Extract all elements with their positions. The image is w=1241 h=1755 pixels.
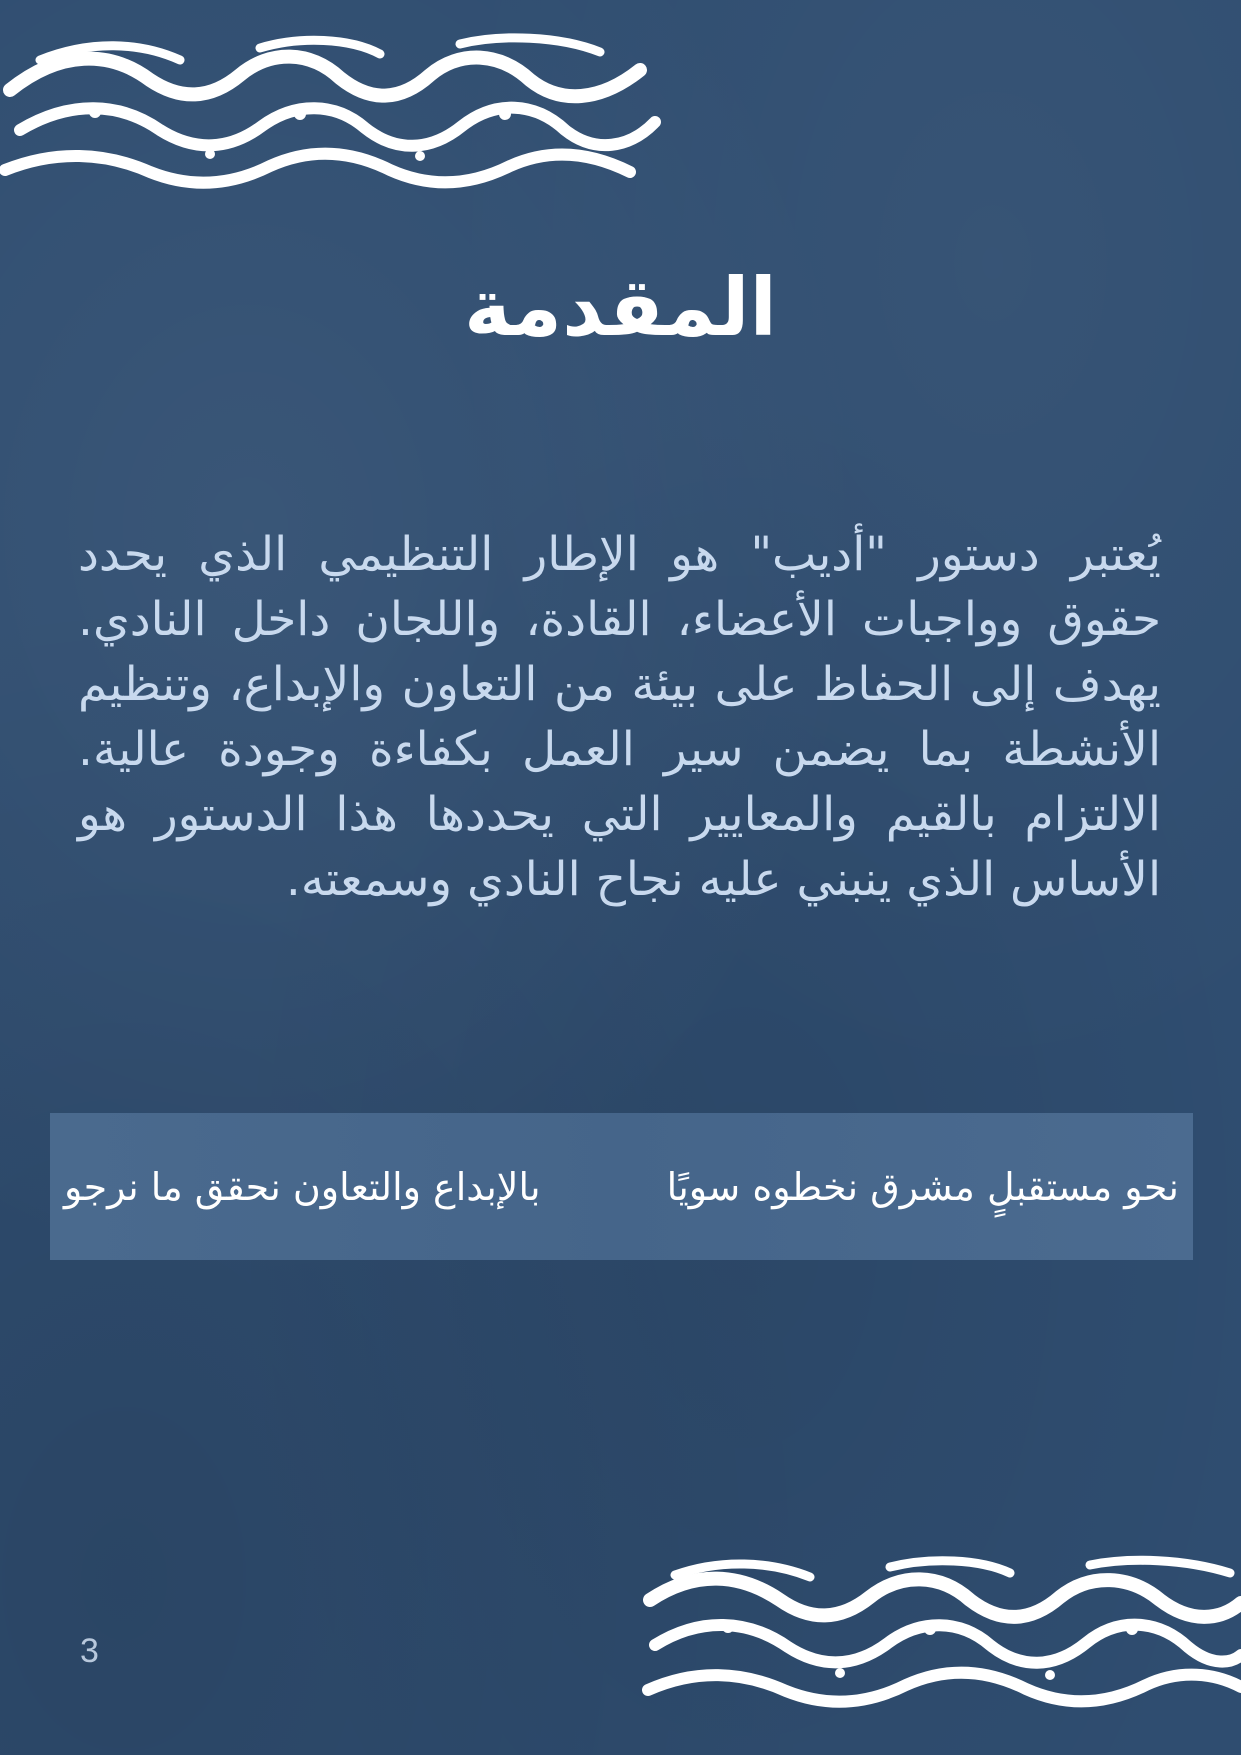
page-title: المقدمة bbox=[464, 261, 777, 354]
slogan-first: نحو مستقبلٍ مشرق نخطوه سويًا bbox=[666, 1164, 1179, 1209]
top-calligraphy-ornament-icon bbox=[0, 30, 670, 190]
bottom-calligraphy-ornament-icon bbox=[640, 1555, 1241, 1715]
slogan-banner bbox=[50, 1113, 1193, 1260]
intro-paragraph: يُعتبر دستور "أديب" هو الإطار التنظيمي الذي يحدد حقوق وواجبات الأعضاء، القادة، واللجان داخل النادي. يهدف إلى الحفاظ على بيئة من التعاون والإبداع، وتنظيم الأنشطة بما يضمن سير العمل بكفاءة وجودة عالية. الالتزام بالقيم والمعايير التي يحددها هذا الدستور هو الأساس الذي ينبني عليه نجاح النادي وسمعته. bbox=[78, 527, 1161, 907]
slogan-second: بالإبداع والتعاون نحقق ما نرجو bbox=[64, 1164, 541, 1209]
page-number: 3 bbox=[80, 1632, 99, 1670]
